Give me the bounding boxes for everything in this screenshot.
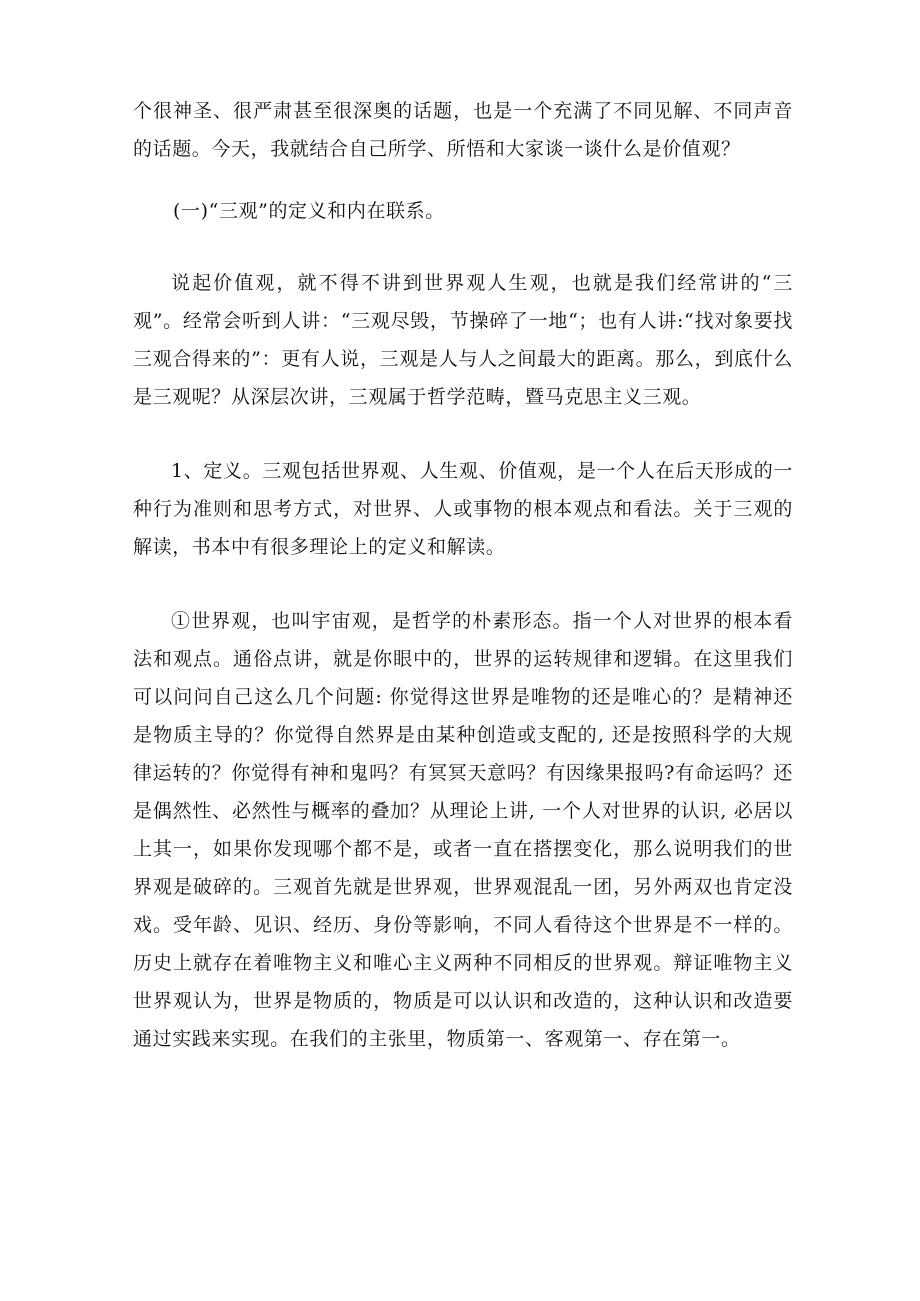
paragraph-worldview: ①世界观，也叫宇宙观，是哲学的朴素形态。指一个人对世界的根本看法和观点。通俗点讲，就是你眼中的，世界的运转规律和逻辑。在这里我们可以问问自己这么几个问题: 你觉得这世界是唯物的还是唯心的？是精神还是物质主导的？你觉得自然界是由某种创造或支配的, 还是按照科学的大规律运转的？你觉得有神和鬼吗？有冥冥天意吗？有因缘果报吗?有命运吗？还是偶然性、必然性与概率的叠加？从理论上讲, 一个人对世界的认识, 必居以上其一，如果你发现哪个都不是，或者一直在搭摆变化，那么说明我们的世界观是破碎的。三观首先就是世界观，世界观混乱一团，另外两双也肯定没戏。受年龄、见识、经历、身份等影响，不同人看待这个世界是不一样的。历史上就存在着唯物主义和唯心主义两种不同相反的世界观。辩证唯物主义世界观认为，世界是物质的，物质是可以认识和改造的，这种认识和改造要通过实践来实现。在我们的主张里，物质第一、客观第一、存在第一。: [133, 610, 793, 1050]
section-heading: (一)“三观”的定义和内在联系。: [173, 200, 445, 222]
paragraph-definition: 1、定义。三观包括世界观、人生观、价值观，是一个人在后天形成的一种行为准则和思考方式，对世界、人或事物的根本观点和看法。关于三观的解读，书本中有很多理论上的定义和解读。: [133, 460, 793, 558]
paragraph-intro-continued: 个很神圣、很严肃甚至很深奥的话题，也是一个充满了不同见解、不同声音的话题。今天，我就结合自己所学、所悟和大家谈一谈什么是价值观？: [133, 100, 793, 160]
document-body: [133, 92, 793, 1058]
paragraph-three-views-intro: 说起价值观，就不得不讲到世界观人生观，也就是我们经常讲的“三观”。经常会听到人讲：“三观尽毁，节操碎了一地“；也有人讲:“找对象要找三观合得来的”：更有人说，三观是人与人之间最大的距离。那么，到底什么是三观呢？从深层次讲，三观属于哲学范畴，暨马克思主义三观。: [133, 272, 793, 408]
